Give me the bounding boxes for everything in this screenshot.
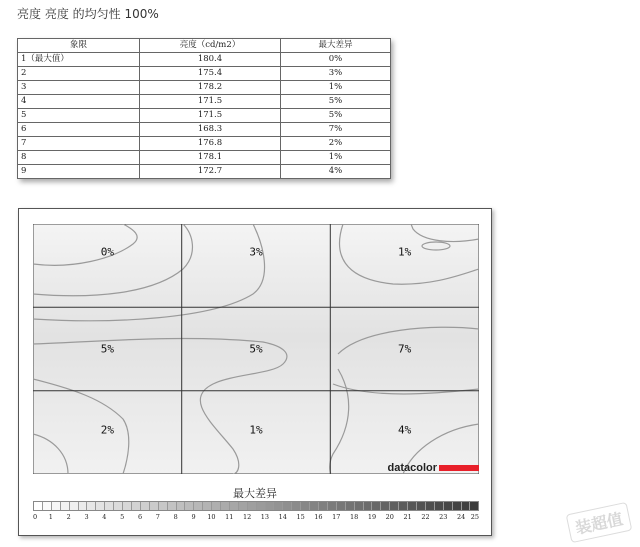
scale-label: 20	[385, 513, 394, 521]
scale-label: 21	[403, 513, 412, 521]
quadrant-cell: 7	[18, 137, 140, 151]
scale-label: 3	[84, 513, 89, 521]
luminance-cell: 171.5	[140, 95, 281, 109]
quadrant-label-6: 7%	[398, 342, 412, 356]
scale-label: 25	[470, 513, 479, 521]
uniformity-figure	[18, 208, 492, 536]
scale-segment	[319, 502, 328, 510]
quadrant-cell: 1（最大值）	[18, 53, 140, 67]
scale-segment	[212, 502, 221, 510]
scale-segment	[435, 502, 444, 510]
scale-label: 17	[332, 513, 341, 521]
max-diff-cell: 3%	[281, 67, 391, 81]
scale-segment	[52, 502, 61, 510]
contour-plot	[33, 224, 479, 474]
table-row	[18, 67, 391, 81]
max-diff-cell: 5%	[281, 109, 391, 123]
scale-segment	[408, 502, 417, 510]
scale-label: 24	[457, 513, 466, 521]
scale-segment	[230, 502, 239, 510]
scale-segment	[221, 502, 230, 510]
watermark-text: 装超值	[573, 509, 625, 538]
luminance-cell: 178.1	[140, 151, 281, 165]
scale-segment	[70, 502, 79, 510]
scale-segment	[168, 502, 177, 510]
scale-segment	[177, 502, 186, 510]
scale-label: 4	[102, 513, 107, 521]
scale-segment	[417, 502, 426, 510]
table-row	[18, 53, 391, 67]
table-row	[18, 81, 391, 95]
scale-label: 8	[173, 513, 178, 521]
scale-segment	[105, 502, 114, 510]
quadrant-cell: 3	[18, 81, 140, 95]
scale-label: 13	[260, 513, 270, 521]
scale-segment	[141, 502, 150, 510]
luminance-cell: 172.7	[140, 165, 281, 179]
scale-label: 16	[314, 513, 323, 521]
scale-label: 6	[137, 513, 143, 521]
luminance-cell: 171.5	[140, 109, 281, 123]
scale-segment	[87, 502, 96, 510]
table-row	[18, 137, 391, 151]
luminance-cell: 180.4	[140, 53, 281, 67]
max-diff-cell: 1%	[281, 151, 391, 165]
column-header-quadrant: 象限	[18, 39, 140, 53]
quadrant-label-2: 3%	[249, 245, 263, 259]
scale-segment	[34, 502, 43, 510]
uniformity-table-container	[17, 38, 390, 179]
max-diff-cell: 7%	[281, 123, 391, 137]
quadrant-label-7: 2%	[100, 423, 114, 437]
quadrant-label-1: 0%	[100, 245, 114, 259]
quadrant-cell: 8	[18, 151, 140, 165]
scale-segment	[292, 502, 301, 510]
scale-label: 9	[191, 513, 196, 521]
scale-segment	[96, 502, 105, 510]
scale-segment	[283, 502, 292, 510]
luminance-cell: 176.8	[140, 137, 281, 151]
scale-segment	[381, 502, 390, 510]
scale-segment	[114, 502, 123, 510]
table-row	[18, 109, 391, 123]
scale-segment	[43, 502, 52, 510]
max-diff-cell: 2%	[281, 137, 391, 151]
quadrant-label-5: 5%	[249, 342, 263, 356]
scale-segment	[132, 502, 141, 510]
scale-label: 22	[421, 513, 430, 521]
max-diff-cell: 5%	[281, 95, 391, 109]
scale-segment	[453, 502, 462, 510]
brand-bar	[439, 465, 479, 471]
quadrant-cell: 5	[18, 109, 140, 123]
difference-scale	[33, 501, 479, 523]
column-header-max-diff: 最大差异	[281, 39, 391, 53]
table-row	[18, 151, 391, 165]
scale-segment	[364, 502, 373, 510]
scale-label: 10	[207, 513, 216, 521]
column-header-luminance: 亮度（cd/m2）	[140, 39, 281, 53]
max-diff-cell: 1%	[281, 81, 391, 95]
table-row	[18, 95, 391, 109]
page-title: 亮度 亮度 的均匀性 100%	[17, 7, 159, 21]
scale-segment	[248, 502, 257, 510]
luminance-cell: 178.2	[140, 81, 281, 95]
scale-segment	[462, 502, 471, 510]
scale-segment	[328, 502, 337, 510]
scale-segment	[159, 502, 168, 510]
luminance-cell: 168.3	[140, 123, 281, 137]
scale-label: 2	[66, 513, 71, 521]
scale-segment	[372, 502, 381, 510]
scale-ticks	[33, 501, 479, 511]
scale-segment	[185, 502, 194, 510]
scale-label: 19	[367, 513, 377, 521]
scale-label: 7	[155, 513, 160, 521]
table-header-row	[18, 39, 391, 53]
quadrant-label-4: 5%	[100, 342, 114, 356]
scale-label: 12	[242, 513, 252, 521]
uniformity-table	[17, 38, 391, 179]
scale-segment	[274, 502, 283, 510]
scale-segment	[79, 502, 88, 510]
scale-label: 5	[120, 513, 125, 521]
scale-label: 14	[278, 513, 287, 521]
quadrant-cell: 4	[18, 95, 140, 109]
max-diff-cell: 0%	[281, 53, 391, 67]
scale-segment	[444, 502, 453, 510]
scale-label: 15	[296, 513, 305, 521]
datacolor-logo	[387, 462, 479, 474]
scale-segment	[61, 502, 70, 510]
quadrant-cell: 9	[18, 165, 140, 179]
watermark-logo	[566, 502, 633, 543]
scale-segment	[123, 502, 132, 510]
scale-segment	[203, 502, 212, 510]
scale-segment	[337, 502, 346, 510]
max-diff-cell: 4%	[281, 165, 391, 179]
quadrant-label-9: 4%	[398, 423, 412, 437]
scale-segment	[150, 502, 159, 510]
quadrant-label-8: 1%	[249, 423, 263, 437]
scale-segment	[310, 502, 319, 510]
scale-segment	[194, 502, 203, 510]
scale-segment	[346, 502, 355, 510]
table-row	[18, 165, 391, 179]
luminance-cell: 175.4	[140, 67, 281, 81]
scale-label: 11	[225, 513, 234, 521]
quadrant-cell: 6	[18, 123, 140, 137]
scale-segment	[399, 502, 408, 510]
scale-segment	[426, 502, 435, 510]
brand-text: datacolor	[387, 462, 437, 474]
scale-label: 18	[349, 513, 359, 521]
scale-segment	[470, 502, 478, 510]
scale-segment	[301, 502, 310, 510]
scale-segment	[390, 502, 399, 510]
scale-label: 23	[439, 513, 448, 521]
table-row	[18, 123, 391, 137]
scale-segment	[257, 502, 266, 510]
scale-title: 最大差异	[233, 487, 277, 500]
quadrant-label-3: 1%	[398, 245, 412, 259]
scale-numbers	[33, 513, 479, 523]
quadrant-cell: 2	[18, 67, 140, 81]
scale-label: 0	[33, 513, 38, 521]
scale-segment	[239, 502, 248, 510]
scale-segment	[355, 502, 364, 510]
scale-label: 1	[48, 513, 53, 521]
scale-segment	[266, 502, 275, 510]
